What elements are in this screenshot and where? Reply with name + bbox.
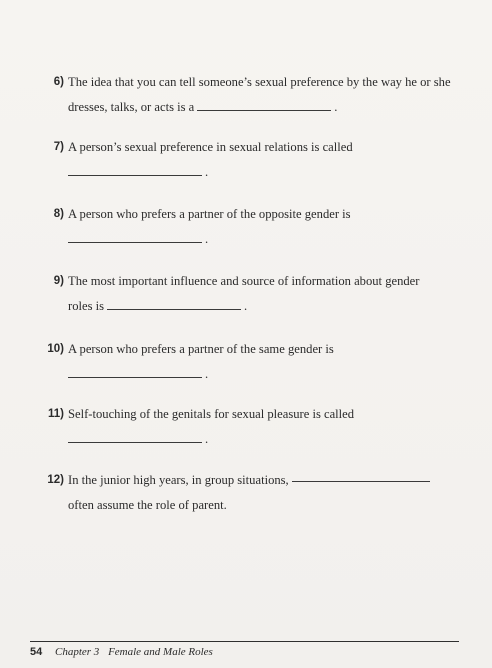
- question-period: .: [205, 165, 209, 179]
- answer-blank[interactable]: [68, 162, 202, 176]
- question-11: [36, 402, 456, 452]
- question-text: The idea that you can tell someone’s sexual preference by the way he or she: [68, 75, 451, 89]
- answer-blank[interactable]: [197, 97, 331, 111]
- question-period: .: [334, 100, 338, 114]
- footer-rule: [30, 641, 459, 642]
- question-period: .: [205, 367, 209, 381]
- question-number: 11): [48, 408, 64, 420]
- page-footer: [30, 645, 213, 659]
- question-10: [36, 337, 456, 387]
- question-number: 9): [53, 275, 64, 287]
- answer-blank[interactable]: [107, 296, 241, 310]
- question-number: 8): [53, 208, 64, 220]
- chapter-title: Female and Male Roles: [108, 646, 213, 658]
- question-6: [36, 70, 456, 120]
- page-number: 54: [30, 646, 43, 658]
- answer-blank[interactable]: [292, 468, 430, 482]
- question-text-continued: dresses, talks, or acts is a: [68, 100, 195, 114]
- question-8: [36, 202, 456, 252]
- answer-blank[interactable]: [68, 229, 202, 243]
- question-text-continued: often assume the role of parent.: [68, 498, 227, 512]
- answer-blank[interactable]: [68, 429, 202, 443]
- question-number: 6): [53, 76, 64, 88]
- question-text: A person’s sexual preference in sexual relations is called: [68, 140, 353, 154]
- question-period: .: [205, 432, 209, 446]
- question-12: [36, 468, 456, 518]
- question-number: 7): [53, 141, 64, 153]
- question-text-continued: roles is: [68, 299, 105, 313]
- question-7: [36, 135, 456, 185]
- question-text: A person who prefers a partner of the opposite gender is: [68, 207, 351, 221]
- question-text: The most important influence and source of information about gender: [68, 274, 420, 288]
- question-text: In the junior high years, in group situations,: [68, 473, 289, 487]
- question-9: [36, 269, 456, 319]
- question-period: .: [205, 232, 209, 246]
- question-number: 10): [47, 343, 64, 355]
- question-number: 12): [47, 474, 64, 486]
- question-text: Self-touching of the genitals for sexual pleasure is called: [68, 407, 355, 421]
- answer-blank[interactable]: [68, 364, 202, 378]
- chapter-label: Chapter 3: [55, 646, 100, 658]
- question-text: A person who prefers a partner of the same gender is: [68, 342, 334, 356]
- question-period: .: [244, 299, 248, 313]
